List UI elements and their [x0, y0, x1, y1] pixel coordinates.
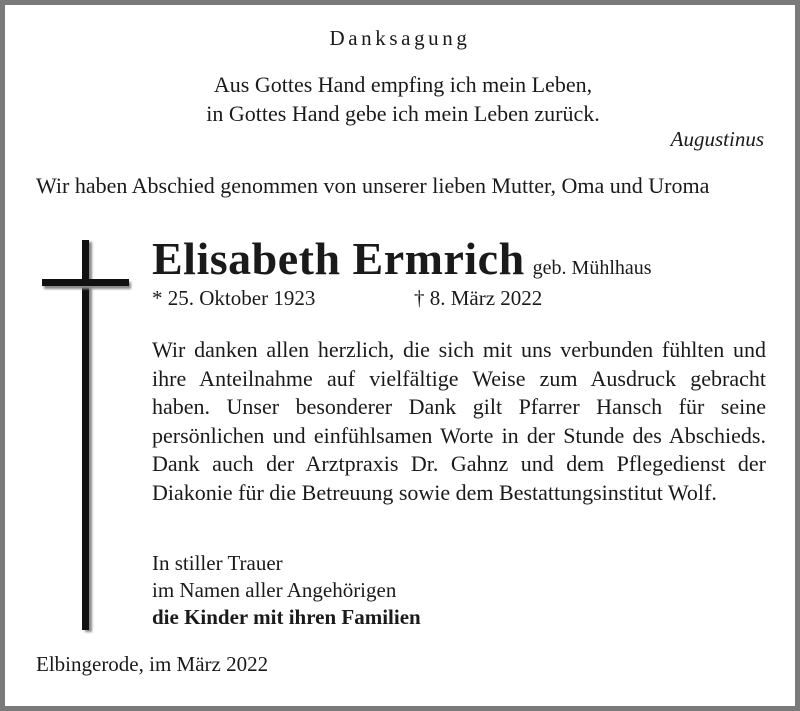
intro-text: Wir haben Abschied genommen von unserer lieben Mutter, Oma und Uroma — [36, 173, 710, 198]
verse-line-1: Aus Gottes Hand empfing ich mein Leben, — [213, 72, 593, 97]
verse — [0, 70, 800, 128]
cross-horizontal-beam — [42, 279, 129, 286]
verse-author: Augustinus — [670, 127, 764, 151]
notice-heading: Danksagung — [329, 26, 471, 50]
closing-line-2: im Namen aller Angehörigen — [152, 578, 397, 602]
deceased-name: Elisabeth Ermrich — [152, 233, 525, 284]
cross-vertical-beam — [82, 240, 89, 630]
birth-date: * 25. Oktober 1923 — [152, 286, 316, 310]
deceased-name-row — [152, 232, 652, 285]
closing — [152, 550, 421, 631]
maiden-name: geb. Mühlhaus — [532, 257, 652, 279]
closing-signature: die Kinder mit ihren Familien — [152, 605, 421, 629]
closing-line-1: In stiller Trauer — [152, 551, 283, 575]
verse-line-2: in Gottes Hand gebe ich mein Leben zurück. — [206, 101, 600, 126]
death-date: † 8. März 2022 — [414, 286, 543, 310]
thanks-text: Wir danken allen herzlich, die sich mit uns verbunden fühlten und ihre Anteilnahme auf vielfältige Weise zum Ausdruck gebracht haben. Unser besonderer Dank gilt Pfarrer Hansch für seine persönlichen und einfühlsamen Worte in der Stunde des Abschieds. Dank auch der Arztpraxis Dr. Gahnz und dem Pflegedienst der Diakonie für die Betreuung sowie dem Bestattungsinstitut Wolf. — [152, 337, 766, 505]
cross-icon — [42, 240, 132, 630]
life-dates — [152, 286, 543, 311]
place-and-date: Elbingerode, im März 2022 — [36, 652, 269, 676]
